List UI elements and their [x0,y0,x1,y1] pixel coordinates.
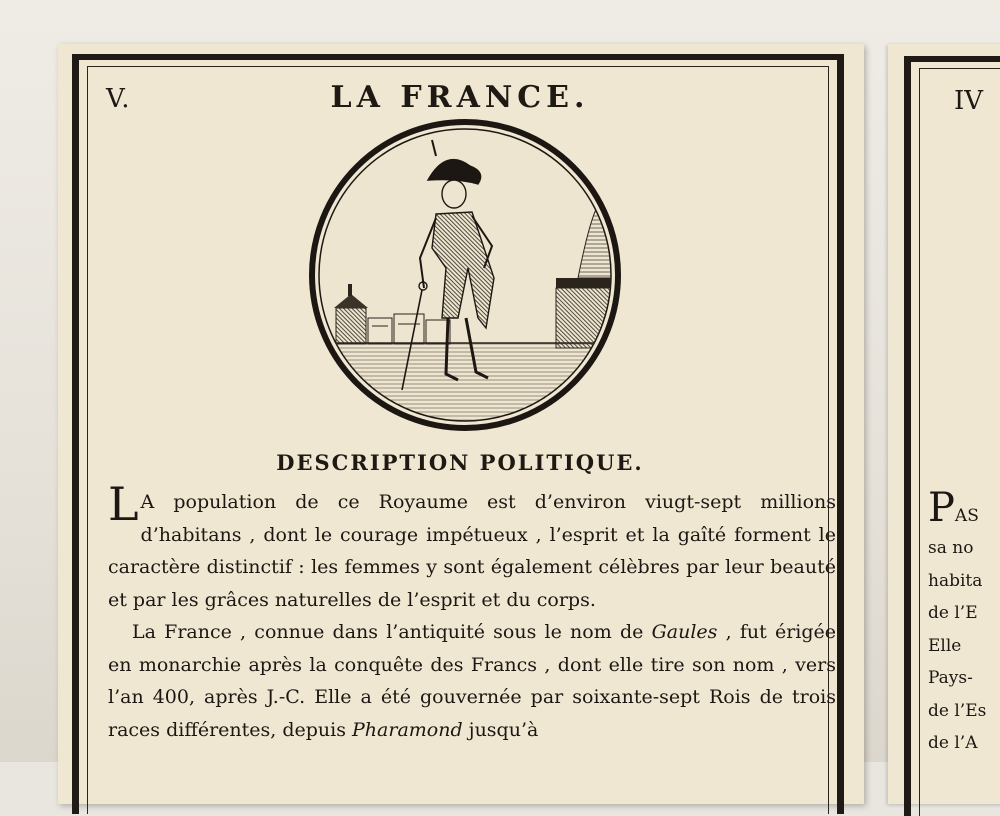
body-text [108,477,837,746]
medallion-engraving [308,118,622,432]
adjacent-body-text: PAS sa no habita de l’E Elle Pays- de l’Es de l’A [928,488,987,753]
paragraph-population: L A population de ce Royaume est d’environ viugt-sept millions d’habitans , dont le courage impétueux , l’esprit et la gaîté forment le caractère distinctif : les femmes y sont également célèbres par leur beauté et par les grâces naturelles de l’esprit et du corps. [108,477,836,611]
paragraph-history: La France , connue dans l’antiquité sous le nom de Gaules , fut érigée en monarchie après la conquête des Francs , dont elle tire son nom , vers l’an 400, après J.-C. Elle a été gouvernée par soixante-sept Rois de trois races différentes, depuis Pharamond jusqu’à [108,621,837,741]
drop-cap: L [108,477,139,531]
section-heading: DESCRIPTION POLITIQUE. [276,450,644,475]
plate-number: V. [106,84,131,114]
plate-title: LA FRANCE. [330,80,590,115]
adjacent-plate-number: IV [954,86,984,116]
